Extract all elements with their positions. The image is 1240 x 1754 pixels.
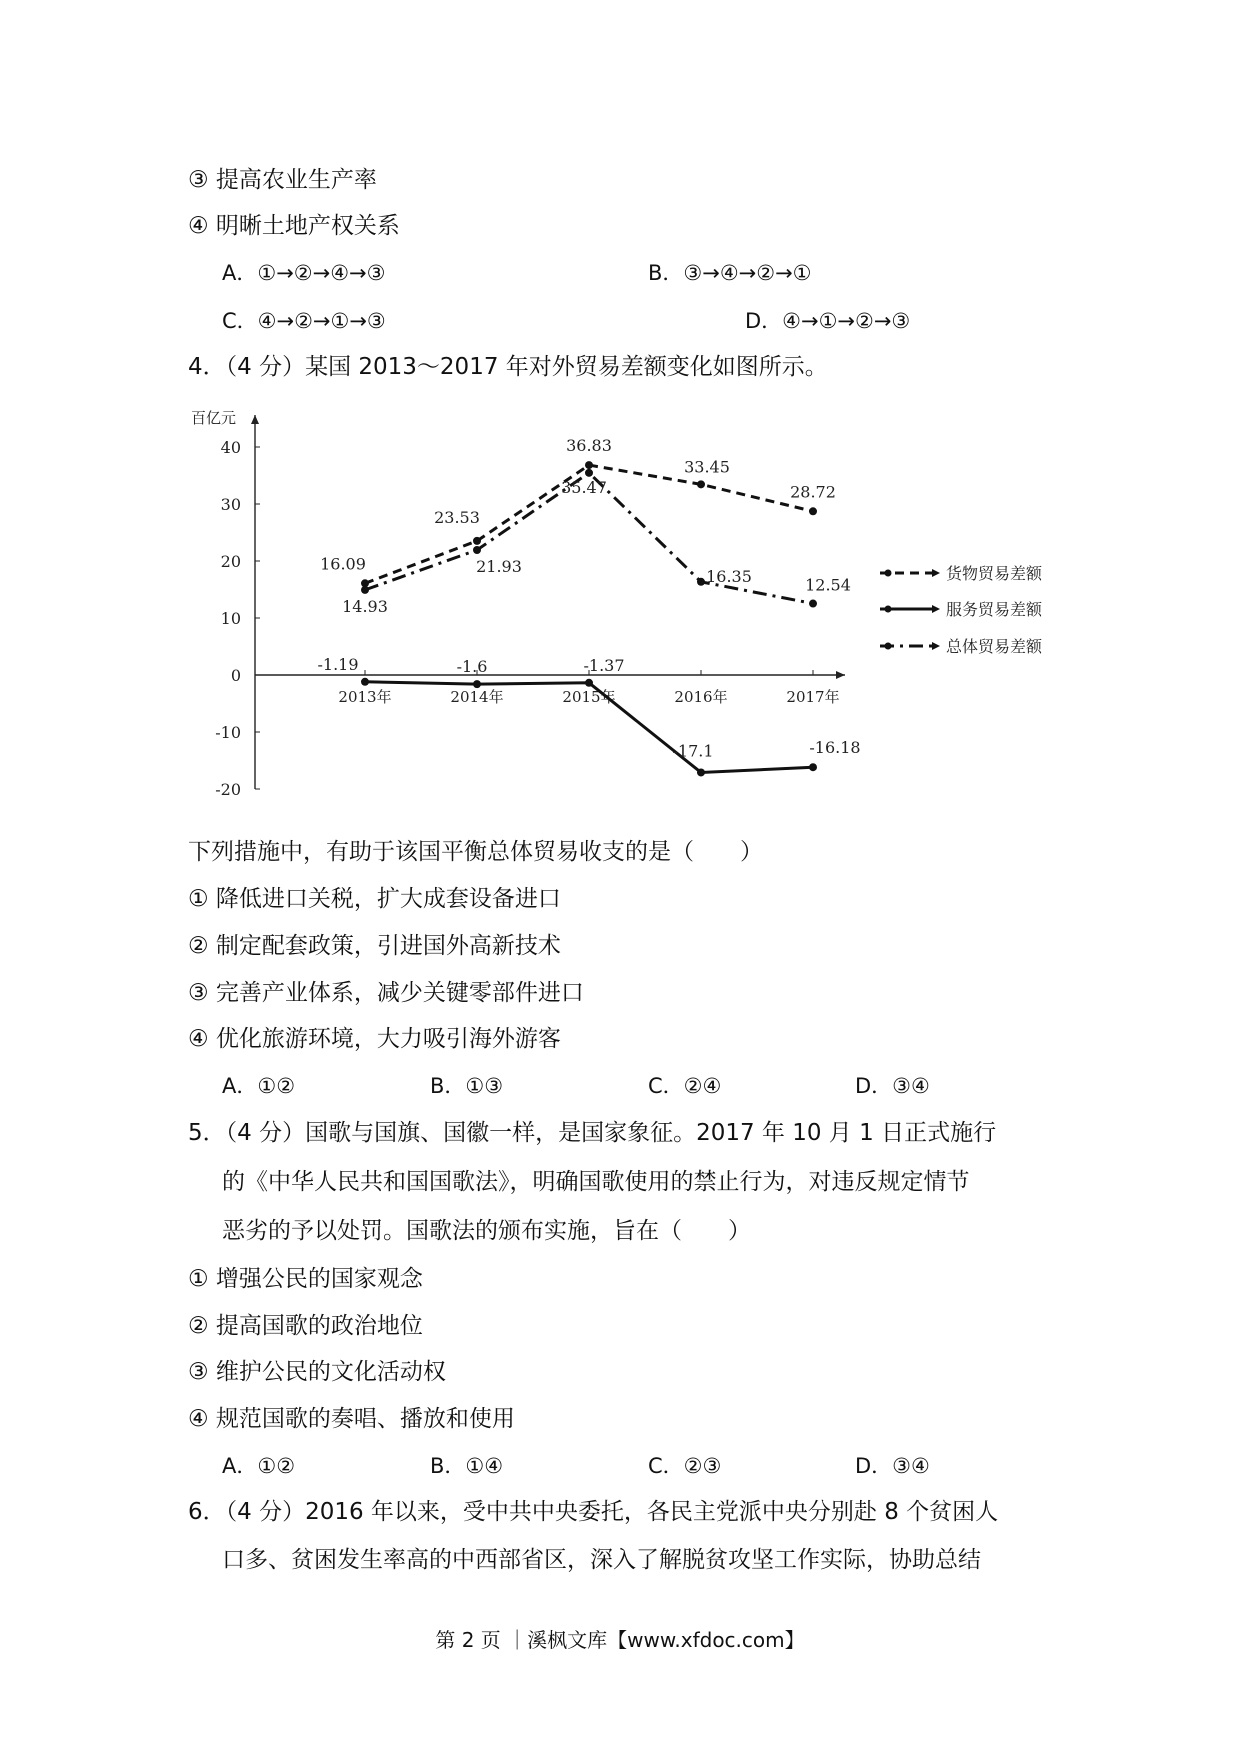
data-point <box>697 578 705 586</box>
q4-option-a: A．①② <box>222 1074 296 1098</box>
data-label: 16.35 <box>706 566 752 586</box>
data-point <box>473 537 481 545</box>
q5-option-d: D．③④ <box>855 1454 930 1478</box>
y-tick-label: -20 <box>215 780 241 799</box>
q5-stem-line-1: 5．（4 分）国歌与国旗、国徽一样，是国家象征。2017 年 10 月 1 日正式施行 <box>188 1120 997 1146</box>
q4-item-2: ② 制定配套政策，引进国外高新技术 <box>188 933 561 959</box>
legend-item-2 <box>880 600 1043 619</box>
legend-label: 货物贸易差额 <box>946 564 1043 583</box>
series-3 <box>342 469 851 616</box>
q3-item-3: ③ 提高农业生产率 <box>188 167 377 193</box>
y-tick-label: 40 <box>220 438 241 457</box>
q4-item-3: ③ 完善产业体系，减少关键零部件进口 <box>188 980 584 1006</box>
q3-option-b: B．③→④→②→① <box>648 261 812 285</box>
data-point <box>697 768 705 776</box>
y-tick-label: 10 <box>220 609 241 628</box>
y-tick-label: 30 <box>220 495 241 514</box>
q5-option-c: C．②③ <box>648 1454 722 1478</box>
x-axis-arrow <box>836 671 845 679</box>
chart-series <box>317 436 860 776</box>
data-label: 21.93 <box>476 556 522 576</box>
y-axis-arrow <box>251 415 259 424</box>
q4-question: 下列措施中，有助于该国平衡总体贸易收支的是（ ） <box>188 839 763 865</box>
q3-item-4: ④ 明晰土地产权关系 <box>188 213 400 239</box>
x-tick-label: 2013年 <box>338 688 392 706</box>
chart-y-ticks <box>215 438 260 799</box>
legend-marker <box>885 606 892 613</box>
data-label: -17.1 <box>672 741 714 761</box>
data-label: -16.18 <box>809 738 861 758</box>
q5-item-2: ② 提高国歌的政治地位 <box>188 1313 423 1339</box>
data-point <box>361 586 369 594</box>
q4-option-d: D．③④ <box>855 1074 930 1098</box>
trade-balance-chart <box>185 405 1065 805</box>
q4-item-4: ④ 优化旅游环境，大力吸引海外游客 <box>188 1026 561 1052</box>
series-2 <box>317 655 860 777</box>
legend-arrow <box>932 642 940 650</box>
q4-stem: 4．（4 分）某国 2013～2017 年对外贸易差额变化如图所示。 <box>188 354 828 380</box>
q3-option-c: C．④→②→①→③ <box>222 309 386 333</box>
data-label: 35.47 <box>561 477 607 497</box>
q5-item-3: ③ 维护公民的文化活动权 <box>188 1359 446 1385</box>
q6-stem-line-2: 口多、贫困发生率高的中西部省区，深入了解脱贫攻坚工作实际，协助总结 <box>222 1547 981 1573</box>
q5-stem-line-2: 的《中华人民共和国国歌法》，明确国歌使用的禁止行为，对违反规定情节 <box>222 1169 970 1195</box>
y-axis-unit-label: 百亿元 <box>191 409 237 427</box>
y-tick-label: 0 <box>230 666 241 685</box>
q4-item-1: ① 降低进口关税，扩大成套设备进口 <box>188 886 561 912</box>
q4-option-c: C．②④ <box>648 1074 722 1098</box>
data-point <box>361 678 369 686</box>
x-tick-label: 2016年 <box>674 688 728 706</box>
legend-label: 服务贸易差额 <box>946 600 1043 619</box>
legend-label: 总体贸易差额 <box>946 637 1043 656</box>
chart-legend <box>880 564 1043 656</box>
q5-option-a: A．①② <box>222 1454 296 1478</box>
data-point <box>585 461 593 469</box>
data-point <box>585 469 593 477</box>
data-label: 14.93 <box>342 596 388 616</box>
q3-option-a: A．①→②→④→③ <box>222 261 386 285</box>
q3-option-d: D．④→①→②→③ <box>745 309 911 333</box>
data-point <box>809 600 817 608</box>
q4-option-b: B．①③ <box>430 1074 504 1098</box>
data-label: 12.54 <box>805 575 851 595</box>
data-label: -1.37 <box>583 655 625 675</box>
data-point <box>697 480 705 488</box>
y-tick-label: -10 <box>215 723 241 742</box>
data-label: 36.83 <box>566 436 612 456</box>
q5-option-b: B．①④ <box>430 1454 504 1478</box>
data-point <box>585 679 593 687</box>
x-tick-label: 2014年 <box>450 688 504 706</box>
legend-marker <box>885 570 892 577</box>
data-label: 23.53 <box>434 507 480 527</box>
q5-stem-line-3: 恶劣的予以处罚。国歌法的颁布实施，旨在（ ） <box>222 1218 751 1244</box>
x-tick-label: 2015年 <box>562 688 616 706</box>
chart-axes <box>191 409 845 789</box>
data-point <box>473 546 481 554</box>
q6-stem-line-1: 6．（4 分）2016 年以来，受中共中央委托，各民主党派中央分别赴 8 个贫困人 <box>188 1499 999 1525</box>
legend-item-3 <box>880 637 1043 656</box>
data-label: -1.6 <box>456 657 488 677</box>
data-label: 16.09 <box>320 554 366 574</box>
legend-item-1 <box>880 564 1043 583</box>
data-point <box>473 680 481 688</box>
x-tick-label: 2017年 <box>786 688 840 706</box>
legend-arrow <box>932 605 940 613</box>
data-label: -1.19 <box>317 654 359 674</box>
series-1 <box>320 436 836 587</box>
legend-arrow <box>932 569 940 577</box>
data-point <box>809 763 817 771</box>
y-tick-label: 20 <box>220 552 241 571</box>
q5-item-1: ① 增强公民的国家观念 <box>188 1266 423 1292</box>
data-label: 28.72 <box>790 482 836 502</box>
data-point <box>809 507 817 515</box>
legend-marker <box>885 643 892 650</box>
page-footer: 第 2 页 ｜溪枫文库【www.xfdoc.com】 <box>435 1628 805 1652</box>
q5-item-4: ④ 规范国歌的奏唱、播放和使用 <box>188 1406 515 1432</box>
data-label: 33.45 <box>684 457 730 477</box>
